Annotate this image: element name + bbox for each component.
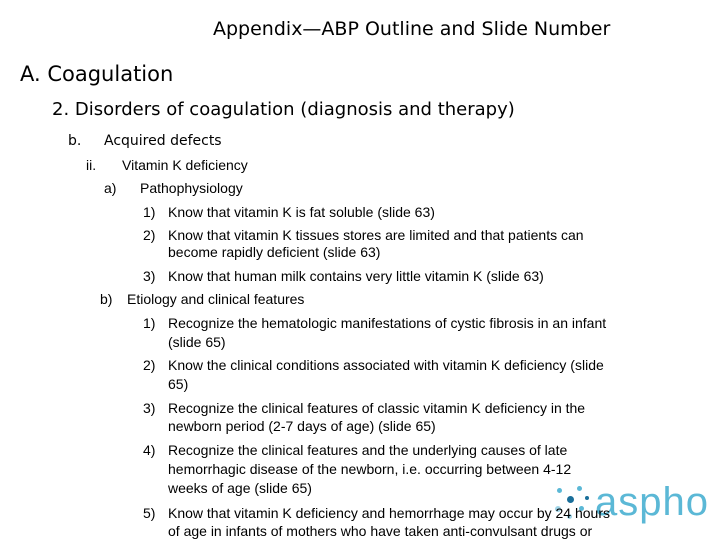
- outline-text: become rapidly deficient (slide 63): [168, 244, 381, 260]
- logo-dot: [585, 496, 589, 500]
- outline-text: Pathophysiology: [140, 180, 243, 196]
- outline-text: Acquired defects: [104, 133, 222, 149]
- outline-text: Know that vitamin K tissues stores are limited and that patients can: [168, 227, 584, 243]
- outline-label: 1): [143, 204, 156, 220]
- outline-text: Vitamin K deficiency: [122, 157, 248, 173]
- outline-label: b): [100, 291, 113, 307]
- outline-label: 2): [143, 357, 156, 373]
- outline-text: Recognize the clinical features of classic vitamin K deficiency in the: [168, 400, 586, 416]
- outline-text: Recognize the clinical features and the underlying causes of late: [168, 442, 568, 458]
- outline-label: 3): [143, 400, 156, 416]
- logo-dot: [577, 486, 582, 491]
- subsection-heading: 2. Disorders of coagulation (diagnosis and therapy): [52, 99, 515, 120]
- outline-text: Recognize the hematologic manifestations of cystic fibrosis in an infant: [168, 315, 607, 331]
- outline-label: 2): [143, 227, 156, 243]
- outline-text: 65): [168, 376, 189, 392]
- logo-text: aspho: [595, 480, 709, 524]
- outline-text: Know that vitamin K deficiency and hemorrhage may occur by 24 hours: [168, 505, 611, 521]
- outline-text: hemorrhagic disease of the newborn, i.e. occurring between 4-12: [168, 461, 572, 477]
- outline-label: ii.: [86, 157, 97, 173]
- outline-text: newborn period (2-7 days of age) (slide 65): [168, 418, 436, 434]
- outline-label: 3): [143, 268, 156, 284]
- logo-dot: [557, 488, 562, 493]
- outline-text: Etiology and clinical features: [127, 291, 305, 307]
- outline-label: b.: [68, 133, 82, 149]
- logo-dot: [567, 496, 574, 503]
- section-heading: A. Coagulation: [20, 62, 174, 86]
- outline-label: 4): [143, 442, 156, 458]
- outline-label: a): [104, 180, 117, 196]
- outline-text: (slide 65): [168, 334, 226, 350]
- outline-text: Know that human milk contains very little vitamin K (slide 63): [168, 268, 544, 284]
- outline-text: weeks of age (slide 65): [168, 480, 312, 496]
- outline-text: Know the clinical conditions associated with vitamin K deficiency (slide: [168, 357, 604, 373]
- outline-text: Know that vitamin K is fat soluble (slide 63): [168, 204, 435, 220]
- outline-label: 1): [143, 315, 156, 331]
- slide-title: Appendix—ABP Outline and Slide Number: [213, 18, 611, 40]
- outline-text: of age in infants of mothers who have taken anti-convulsant drugs or: [168, 523, 593, 539]
- outline-label: 5): [143, 505, 156, 521]
